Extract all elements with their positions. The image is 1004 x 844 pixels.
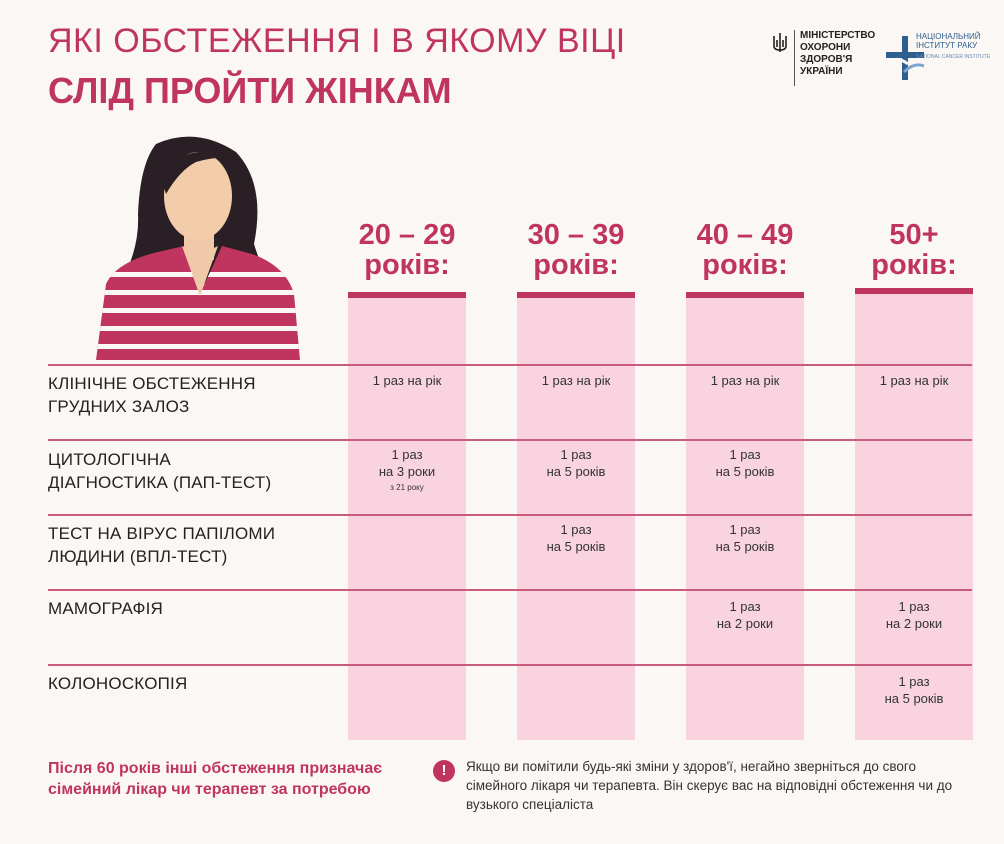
institute-logo-text: НАЦІОНАЛЬНИЙ ІНСТИТУТ РАКУ (916, 32, 981, 50)
column-bar (517, 292, 635, 298)
table-cell: 1 раз на 5 років (546, 447, 606, 479)
row-divider (48, 664, 972, 666)
page-title-line2: СЛІД ПРОЙТИ ЖІНКАМ (48, 70, 452, 111)
table-cell: 1 раз на 5 років (715, 522, 775, 554)
trident-icon (772, 32, 788, 54)
footer-warning-text: Якщо ви помітили будь-які зміни у здоров'ї, негайно зверніться до свого сімейного лікаря чи терапевта. Він скерує вас на відповідні обстеження чи до вузького спеціаліста (466, 759, 953, 812)
column-header-20-29: 20 – 29 років: (358, 219, 456, 281)
page-title-line1: ЯКІ ОБСТЕЖЕННЯ І В ЯКОМУ ВІЦІ (48, 22, 626, 60)
row-label-hpv-test: ТЕСТ НА ВІРУС ПАПІЛОМИ ЛЮДИНИ (ВПЛ-ТЕСТ) (48, 524, 276, 566)
column-header-30-39: 30 – 39 років: (527, 219, 625, 281)
column-40-49 (686, 292, 804, 740)
column-20-29 (348, 292, 466, 740)
table-cell: 1 раз на рік (541, 373, 611, 388)
footer-note-age-60: Після 60 років інші обстеження призначає сімейний лікар чи терапевт за потребою (48, 760, 383, 798)
column-header-40-49: 40 – 49 років: (696, 219, 794, 281)
row-divider (48, 514, 972, 516)
ministry-logo (772, 30, 882, 90)
table-cell: 1 раз на рік (372, 373, 442, 388)
cell-note: з 21 року (390, 483, 424, 492)
institute-logo-subtext: NATIONAL CANCER INSTITUTE (916, 54, 991, 60)
exclamation-icon: ! (433, 760, 455, 782)
institute-logo (884, 32, 994, 92)
table-cell: 1 раз на 5 років (884, 674, 944, 706)
table-cell: 1 раз на 2 роки (716, 599, 774, 631)
row-label-breast-exam: КЛІНІЧНЕ ОБСТЕЖЕННЯ ГРУДНИХ ЗАЛОЗ (48, 374, 256, 416)
row-label-colonoscopy: КОЛОНОСКОПІЯ (48, 674, 188, 693)
ministry-logo-text: МІНІСТЕРСТВО ОХОРОНИ ЗДОРОВ'Я УКРАЇНИ (800, 30, 876, 77)
table-cell: 1 раз на 3 роки з 21 року (348, 446, 466, 494)
table-cell: 1 раз на 2 роки (885, 599, 943, 631)
table-cell: 1 раз на 5 років (715, 447, 775, 479)
column-bar (686, 292, 804, 298)
row-divider (48, 364, 972, 366)
column-30-39 (517, 292, 635, 740)
table-cell: 1 раз на 5 років (546, 522, 606, 554)
table-cell: 1 раз на рік (710, 373, 780, 388)
row-label-mammography: МАМОГРАФІЯ (48, 599, 163, 618)
column-header-50-plus: 50+ років: (871, 219, 957, 281)
row-divider (48, 439, 972, 441)
table-cell: 1 раз на рік (879, 373, 949, 388)
logo-divider (794, 30, 795, 86)
column-bar (348, 292, 466, 298)
column-bar (855, 288, 973, 294)
row-label-pap-test: ЦИТОЛОГІЧНА ДІАГНОСТИКА (ПАП-ТЕСТ) (48, 450, 272, 492)
woman-illustration (96, 134, 300, 360)
row-divider (48, 589, 972, 591)
